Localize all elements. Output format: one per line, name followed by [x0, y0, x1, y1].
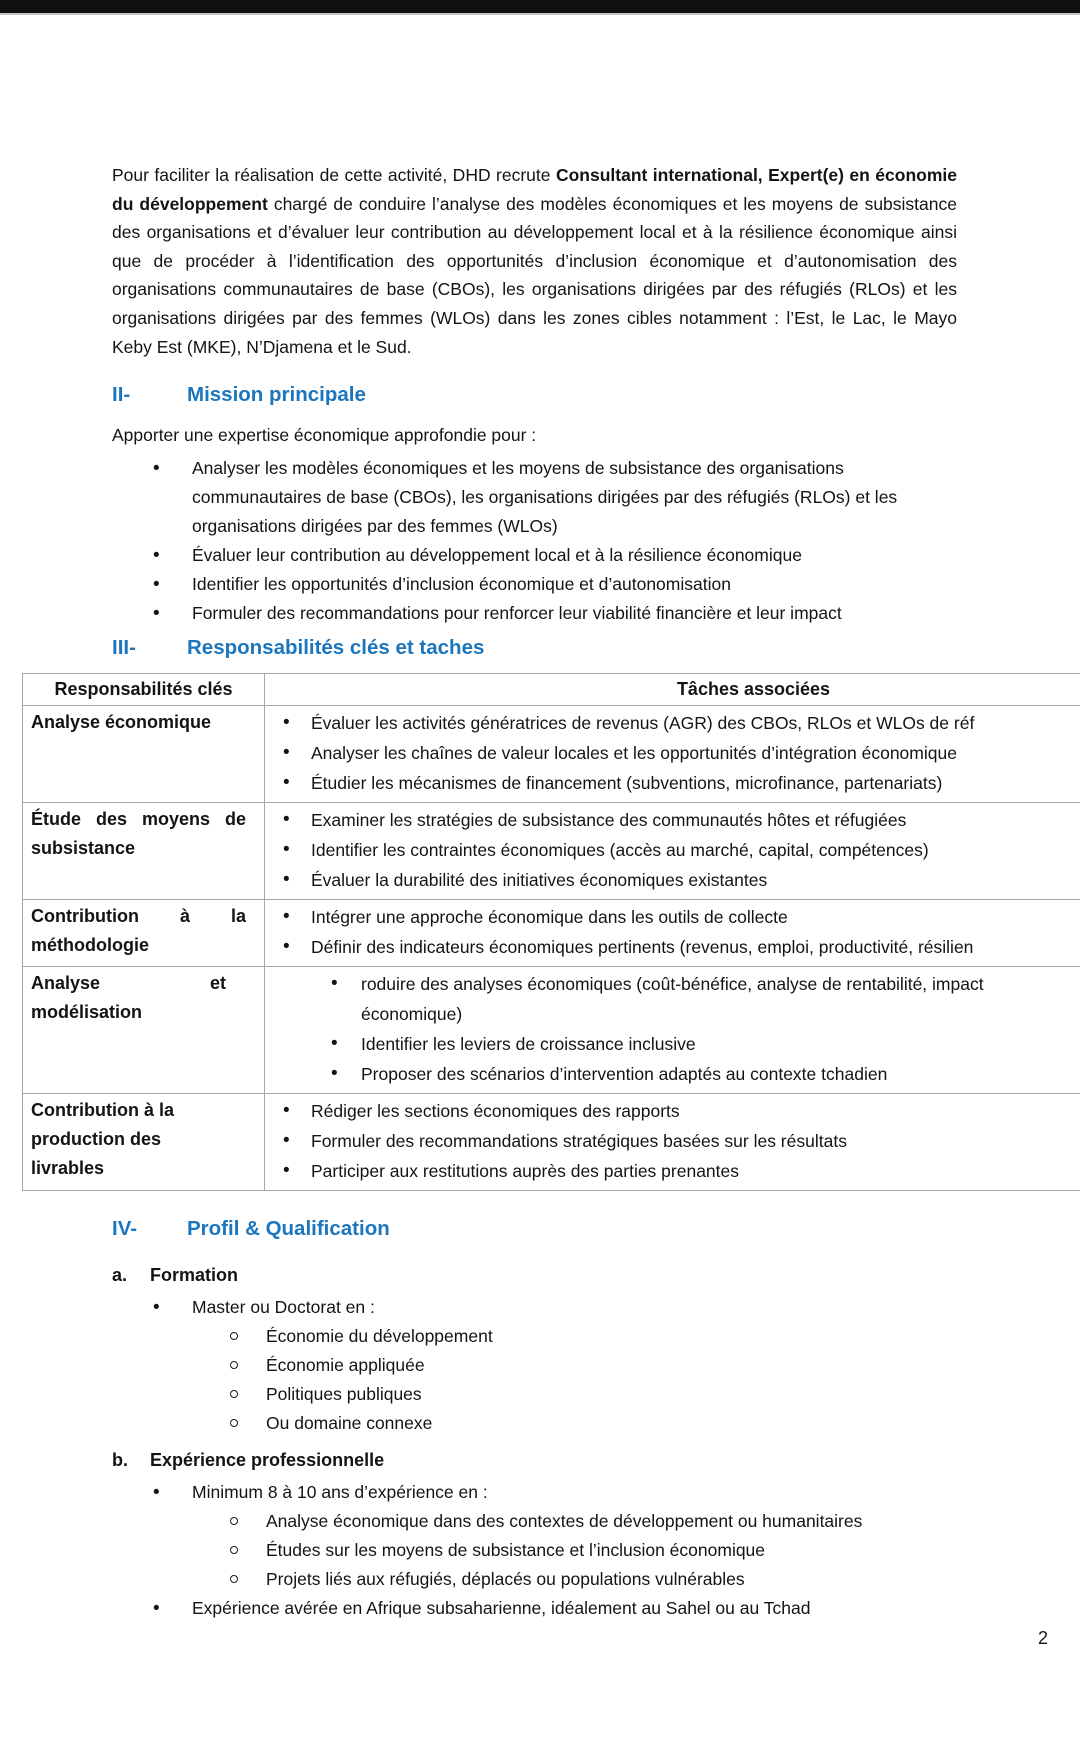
- tasks-cell: [265, 708, 1080, 798]
- key-cell: Contribution à la production des livrables: [31, 1100, 174, 1179]
- task-item: • Définir des indicateurs économiques pertinents (revenus, emploi, productivité, résilien: [265, 932, 1080, 962]
- table-row: [23, 900, 1080, 967]
- section-heading-profile: [112, 1216, 1080, 1242]
- task-item: • Identifier les leviers de croissance inclusive: [265, 1029, 1080, 1059]
- experience-areas-list: [112, 1507, 1080, 1594]
- task-item: • roduire des analyses économiques (coût-bénéfice, analyse de rentabilité, impact économique): [265, 969, 1061, 1029]
- list-item: • Formuler des recommandations pour renforcer leur viabilité financière et leur impact: [112, 599, 952, 628]
- section-heading-responsibilities: [112, 635, 1080, 661]
- key-cell: Analyse et modélisation: [31, 973, 226, 1023]
- list-item: • Expérience avérée en Afrique subsaharienne, idéalement au Sahel ou au Tchad: [112, 1594, 952, 1623]
- table-header-responsibilities: Responsabilités clés: [23, 674, 265, 706]
- intro-paragraph: [112, 161, 957, 361]
- document-content: [0, 161, 1080, 661]
- subsection-formation-heading: [112, 1262, 1080, 1288]
- subsection-title: Expérience professionnelle: [150, 1450, 385, 1471]
- option-item: Ou domaine connexe: [112, 1409, 1066, 1438]
- tasks-cell: [265, 805, 1080, 895]
- list-item: • Évaluer leur contribution au développement local et à la résilience économique: [112, 541, 952, 570]
- heading-numeral: II-: [112, 383, 131, 407]
- subsection-title: Formation: [150, 1265, 238, 1286]
- area-item: Projets liés aux réfugiés, déplacés ou populations vulnérables: [112, 1565, 1066, 1594]
- responsibilities-table: [22, 673, 1080, 1191]
- formation-options-list: [112, 1322, 1080, 1438]
- tasks-cell: [265, 902, 1080, 962]
- subsection-experience-heading: [112, 1447, 1080, 1473]
- area-item: Analyse économique dans des contextes de développement ou humanitaires: [112, 1507, 1066, 1536]
- intro-text-bold: Consultant international, Expert(e) en économie du développement: [112, 165, 957, 214]
- task-item: • Rédiger les sections économiques des rapports: [265, 1096, 1080, 1126]
- task-item: • Intégrer une approche économique dans les outils de collecte: [265, 902, 1080, 932]
- heading-title: Responsabilités clés et taches: [187, 636, 485, 660]
- heading-title: Mission principale: [187, 383, 366, 407]
- intro-text-post: chargé de conduire l’analyse des modèles économiques et les moyens de subsistance des organisations et d’évaluer leur contribution au développement local et à la résilience économique ainsi que de procéder à l’identification des opportunités d’inclusion économique et d’autonomisation des organisations communautaires de base (CBOs), les organisations dirigées par des réfugiés (RLOs) et les organisations dirigées par des femmes (WLOs) dans les zones cibles notamment : l’Est, le Lac, le Mayo Keby Est (MKE), N’Djamena et le Sud.: [112, 193, 957, 357]
- list-item: • Identifier les opportunités d’inclusion économique et d’autonomisation: [112, 570, 952, 599]
- list-item: • Minimum 8 à 10 ans d’expérience en :: [112, 1478, 952, 1507]
- intro-text-pre: Pour faciliter la réalisation de cette activité, DHD recrute: [112, 165, 556, 185]
- area-item: Études sur les moyens de subsistance et l’inclusion économique: [112, 1536, 1066, 1565]
- option-item: Économie du développement: [112, 1322, 1066, 1351]
- list-item: • Analyser les modèles économiques et les moyens de subsistance des organisations communautaires de base (CBOs), les organisations dirigées par des réfugiés (RLOs) et les organisations dirigées par des femmes (WLOs): [112, 454, 952, 541]
- experience-bullet-list: [112, 1478, 1080, 1507]
- tasks-cell: [265, 969, 1080, 1089]
- key-cell: Analyse économique: [31, 712, 212, 733]
- task-item: • Formuler des recommandations stratégiques basées sur les résultats: [265, 1126, 1080, 1156]
- key-cell: Contribution à la méthodologie: [31, 906, 246, 956]
- table-header-tasks: Tâches associées: [265, 674, 1080, 706]
- table-header-row: [23, 674, 1080, 706]
- tasks-cell: [265, 1096, 1080, 1186]
- formation-bullet-list: [112, 1293, 1080, 1322]
- section-heading-mission: [112, 382, 1080, 408]
- heading-title: Profil & Qualification: [187, 1217, 390, 1241]
- document-content-lower: [0, 1216, 1080, 1623]
- task-item: • Analyser les chaînes de valeur locales et les opportunités d’intégration économique: [265, 738, 1080, 768]
- subsection-letter: a.: [112, 1265, 128, 1286]
- task-item: • Évaluer les activités génératrices de revenus (AGR) des CBOs, RLOs et WLOs de réf: [265, 708, 1080, 738]
- page-number: 2: [1037, 1628, 1048, 1648]
- option-item: Politiques publiques: [112, 1380, 1066, 1409]
- heading-numeral: IV-: [112, 1217, 138, 1241]
- task-item: • Étudier les mécanismes de financement (subventions, microfinance, partenariats): [265, 768, 1080, 798]
- mission-lead: Apporter une expertise économique approfondie pour :: [112, 425, 537, 446]
- subsection-letter: b.: [112, 1450, 128, 1471]
- top-bar: [0, 0, 1080, 15]
- list-item: • Master ou Doctorat en :: [112, 1293, 952, 1322]
- heading-numeral: III-: [112, 636, 136, 660]
- task-item: • Proposer des scénarios d’intervention adaptés au contexte tchadien: [265, 1059, 1080, 1089]
- task-item: • Évaluer la durabilité des initiatives économiques existantes: [265, 865, 1080, 895]
- table-row: [23, 1094, 1080, 1191]
- task-item: • Examiner les stratégies de subsistance des communautés hôtes et réfugiées: [265, 805, 1080, 835]
- table-row: [23, 803, 1080, 900]
- table-row: [23, 967, 1080, 1094]
- experience-extra-list: [112, 1594, 1080, 1623]
- option-item: Économie appliquée: [112, 1351, 1066, 1380]
- mission-bullet-list: [112, 454, 1080, 628]
- table-row: [23, 706, 1080, 803]
- task-item: • Participer aux restitutions auprès des parties prenantes: [265, 1156, 1080, 1186]
- task-item: • Identifier les contraintes économiques (accès au marché, capital, compétences): [265, 835, 1080, 865]
- key-cell: Étude des moyens de subsistance: [31, 809, 246, 859]
